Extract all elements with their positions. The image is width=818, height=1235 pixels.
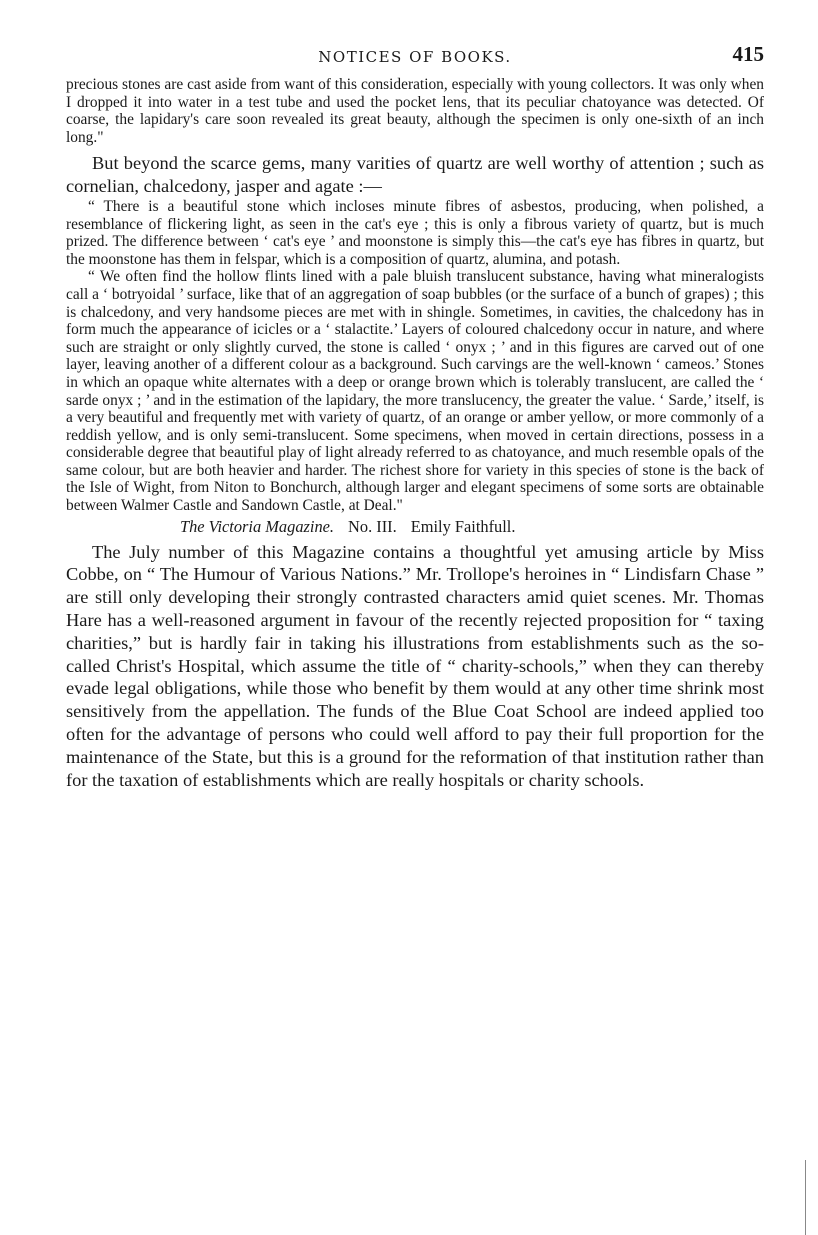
page-number: 415	[732, 42, 764, 66]
review-publisher: Emily Faithfull.	[410, 516, 516, 536]
paragraph-cats-eye-quote: “ There is a beautiful stone which incloses minute fibres of asbestos, producing, when polished, a resemblance of flickering light, as seen in the cat's eye ; this is only a fibrous variety of quartz, but is much prized. The difference between ‘ cat's eye ’ and moonstone is simply this—the cat's eye has fibres in quartz, but the moonstone has them in felspar, which is a composition of quartz, alumina, and potash.	[66, 197, 764, 268]
paragraph-chalcedony-quote: “ We often find the hollow flints lined with a pale bluish translucent substance, having what mineralogists call a ‘ botryoidal ’ surface, like that of an aggregation of soap bubbles (or the surface of a bunch of grapes) ; this is chalcedony, and very handsome pieces are met with in shingle. Sometimes, in cavities, the chalcedony has in form much the appearance of icicles or a ‘ stalactite.’ Layers of coloured chalcedony occur in nature, and where such are straight or only slightly curved, the stone is called ‘ onyx ; ’ and in this figures are carved out of one layer, leaving another of a different colour as a background. Such carvings are the well-known ‘ cameos.’ Stones in which an opaque white alternates with a deep or orange brown which is tolerably translucent, are called the ‘ sarde onyx ; ’ and in the estimation of the lapidary, the more translucency, the greater the value. ‘ Sarde,’ itself, is a very beautiful and frequently met with variety of quartz, of an orange or amber yellow, or more commonly of a reddish yellow, and is only semi-translucent. Some specimens, when moved in certain directions, possess in a considerable degree that beautiful play of light already referred to as chatoyance, and much resemble opals of the same colour, but are both heavier and harder. The richest shore for variety in this species of stone is the back of the Isle of Wight, from Niton to Bonchurch, although larger and elegant specimens of some sorts are obtainable between Walmer Castle and Sandown Castle, at Deal."	[66, 268, 764, 515]
review-heading	[66, 516, 764, 537]
page-header	[66, 40, 764, 76]
review-issue-number: No. III.	[348, 516, 397, 536]
review-magazine-title: The Victoria Magazine.	[180, 516, 335, 536]
paragraph-continued-quote: precious stones are cast aside from want of this consideration, especially with young collectors. It was only when I dropped it into water in a test tube and used the pocket lens, that its peculiar chatoyance was detected. Of coarse, the lapidary's care soon revealed its great beauty, although the specimen is only one-sixth of an inch long."	[66, 76, 764, 146]
running-title: NOTICES OF BOOKS.	[318, 48, 512, 66]
paragraph-magazine-review: The July number of this Magazine contains a thoughtful yet amusing article by Miss Cobbe, on “ The Humour of Various Nations.” Mr. Trollope's heroines in “ Lindisfarn Chase ” are still only developing their strongly contrasted characters amid quiet scenes. Mr. Thomas Hare has a well-reasoned argument in favour of the recently rejected proposition for “ taxing charities,” but is hardly fair in taking his illustrations from establishments such as the so-called Christ's Hospital, which assume the title of “ charity-schools,” when they can thereby evade legal obligations, while those who benefit by them would at any other time shrink most sensitively from the appellation. The funds of the Blue Coat School are indeed applied too often for the advantage of persons who could well afford to pay their full proportion for the maintenance of the State, but this is a ground for the reformation of that institution rather than for the taxation of establishments which are really hospitals or charity schools.	[66, 541, 764, 790]
paragraph-quartz-intro: But beyond the scarce gems, many varities of quartz are well worthy of attention ; such as cornelian, chalcedony, jasper and agate :—	[66, 153, 764, 197]
book-page	[66, 40, 764, 791]
page-edge-line	[805, 1160, 806, 1235]
